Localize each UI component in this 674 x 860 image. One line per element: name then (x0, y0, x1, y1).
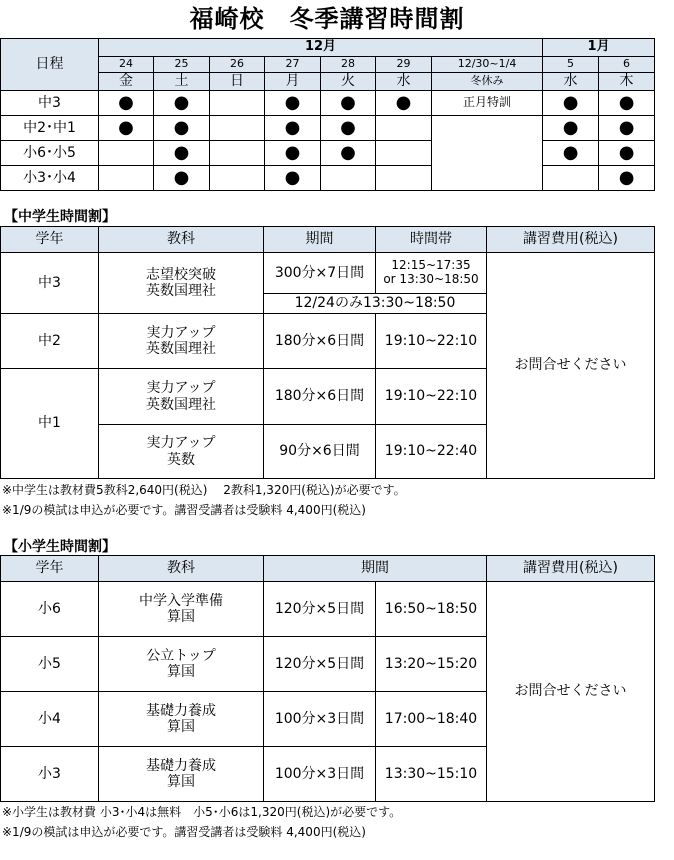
schedule-row (1, 141, 655, 166)
date-cell: 12/30~1/4 (432, 57, 543, 73)
schedule-cell (210, 166, 265, 191)
grade-cell: 小5 (1, 637, 99, 692)
schedule-dot: ● (543, 91, 599, 116)
schedule-dot: ● (265, 166, 321, 191)
time-cell: 13:30~15:10 (376, 747, 487, 802)
subject-cell: 基礎力養成 算国 (99, 692, 264, 747)
schedule-dot: ● (376, 91, 432, 116)
time-cell: 13:20~15:20 (376, 637, 487, 692)
col-subject: 教科 (99, 556, 264, 582)
period-cell: 100分×3日間 (264, 747, 376, 802)
schedule-row-label: 小6･小5 (1, 141, 99, 166)
col-fee: 講習費用(税込) (487, 227, 655, 253)
month-december: 12月 (99, 39, 543, 57)
weekday-cell: 水 (543, 73, 599, 91)
time-cell: 17:00~18:40 (376, 692, 487, 747)
time-cell: 19:10~22:10 (376, 369, 487, 425)
grade-cell: 小3 (1, 747, 99, 802)
middle-note-2: ※1/9の模試は申込が必要です。講習受講者は受験料 4,400円(税込) (2, 503, 366, 517)
schedule-dot: ● (154, 116, 210, 141)
schedule-dot: ● (265, 116, 321, 141)
subject-cell: 志望校突破 英数国理社 (99, 253, 264, 314)
schedule-dot: ● (543, 141, 599, 166)
elementary-table (0, 555, 655, 802)
col-fee: 講習費用(税込) (487, 556, 655, 582)
month-january: 1月 (543, 39, 655, 57)
period-cell: 180分×6日間 (264, 314, 376, 369)
col-period: 期間 (264, 227, 376, 253)
schedule-cell (376, 141, 432, 166)
schedule-cell (432, 116, 543, 191)
schedule-corner: 日程 (1, 39, 99, 91)
weekday-cell: 金 (99, 73, 154, 91)
subject-cell: 公立トップ 算国 (99, 637, 264, 692)
time-cell: 12:15~17:35 or 13:30~18:50 (376, 253, 487, 294)
schedule-dot: ● (154, 141, 210, 166)
period-cell: 120分×5日間 (264, 637, 376, 692)
table-row (1, 253, 655, 294)
date-cell: 24 (99, 57, 154, 73)
elementary-header-row (1, 556, 655, 582)
schedule-row-label: 中3 (1, 91, 99, 116)
subject-cell: 実力アップ 英数国理社 (99, 369, 264, 425)
schedule-cell (99, 166, 154, 191)
schedule-dot: ● (154, 166, 210, 191)
date-cell: 29 (376, 57, 432, 73)
subject-cell: 実力アップ 英数 (99, 425, 264, 479)
fee-cell: お問合せください (487, 253, 655, 479)
schedule-dot: ● (154, 91, 210, 116)
date-cell: 28 (321, 57, 376, 73)
middle-section-title: 【中学生時間割】 (4, 209, 116, 225)
period-cell: 90分×6日間 (264, 425, 376, 479)
date-cell: 6 (599, 57, 655, 73)
time-cell: 19:10~22:40 (376, 425, 487, 479)
grade-cell: 中2 (1, 314, 99, 369)
date-row (1, 57, 655, 73)
period-cell: 120分×5日間 (264, 582, 376, 637)
schedule-cell (210, 91, 265, 116)
schedule-dot: ● (321, 141, 376, 166)
extra-time-cell: 12/24のみ13:30~18:50 (264, 294, 487, 314)
weekday-cell: 土 (154, 73, 210, 91)
schedule-table (0, 38, 655, 191)
date-cell: 26 (210, 57, 265, 73)
elementary-note-2: ※1/9の模試は申込が必要です。講習受講者は受験料 4,400円(税込) (2, 825, 366, 839)
schedule-row (1, 91, 655, 116)
col-subject: 教科 (99, 227, 264, 253)
weekday-cell: 火 (321, 73, 376, 91)
col-grade: 学年 (1, 556, 99, 582)
col-grade: 学年 (1, 227, 99, 253)
elementary-section-title: 【小学生時間割】 (4, 539, 116, 555)
col-time: 時間帯 (376, 227, 487, 253)
date-cell: 5 (543, 57, 599, 73)
date-cell: 27 (265, 57, 321, 73)
subject-cell: 実力アップ 英数国理社 (99, 314, 264, 369)
schedule-dot: ● (99, 91, 154, 116)
weekday-cell: 水 (376, 73, 432, 91)
schedule-dot: ● (321, 116, 376, 141)
schedule-cell (543, 166, 599, 191)
schedule-cell (376, 116, 432, 141)
schedule-cell (210, 141, 265, 166)
weekday-cell: 日 (210, 73, 265, 91)
table-row (1, 582, 655, 637)
schedule-dot: ● (599, 141, 655, 166)
middle-note-1: ※中学生は教材費5教科2,640円(税込) 2教科1,320円(税込)が必要です。 (2, 483, 406, 497)
schedule-dot: ● (321, 91, 376, 116)
fee-cell: お問合せください (487, 582, 655, 802)
schedule-dot: ● (99, 116, 154, 141)
middle-school-table (0, 226, 655, 479)
grade-cell: 中1 (1, 369, 99, 479)
schedule-dot: ● (265, 91, 321, 116)
grade-cell: 小4 (1, 692, 99, 747)
period-cell: 100分×3日間 (264, 692, 376, 747)
new-year-special: 正月特訓 (432, 91, 543, 116)
schedule-dot: ● (265, 141, 321, 166)
period-cell: 180分×6日間 (264, 369, 376, 425)
schedule-row-label: 小3･小4 (1, 166, 99, 191)
time-cell: 19:10~22:10 (376, 314, 487, 369)
subject-cell: 中学入学準備 算国 (99, 582, 264, 637)
schedule-cell (210, 116, 265, 141)
schedule-dot: ● (543, 116, 599, 141)
schedule-dot: ● (599, 91, 655, 116)
schedule-dot: ● (599, 166, 655, 191)
schedule-row (1, 166, 655, 191)
period-cell: 300分×7日間 (264, 253, 376, 294)
schedule-cell (376, 166, 432, 191)
page-title: 福崎校 冬季講習時間割 (189, 5, 465, 33)
weekday-row (1, 73, 655, 91)
subject-cell: 基礎力養成 算国 (99, 747, 264, 802)
grade-cell: 小6 (1, 582, 99, 637)
schedule-dot: ● (599, 116, 655, 141)
schedule-cell (99, 141, 154, 166)
weekday-cell: 木 (599, 73, 655, 91)
weekday-cell: 月 (265, 73, 321, 91)
grade-cell: 中3 (1, 253, 99, 314)
schedule-row (1, 116, 655, 141)
time-cell: 16:50~18:50 (376, 582, 487, 637)
middle-header-row (1, 227, 655, 253)
col-period: 期間 (264, 556, 487, 582)
elementary-note-1: ※小学生は教材費 小3･小4は無料 小5･小6は1,320円(税込)が必要です。 (2, 805, 402, 819)
schedule-row-label: 中2･中1 (1, 116, 99, 141)
date-cell: 25 (154, 57, 210, 73)
schedule-cell (321, 166, 376, 191)
weekday-cell: 冬休み (432, 73, 543, 91)
